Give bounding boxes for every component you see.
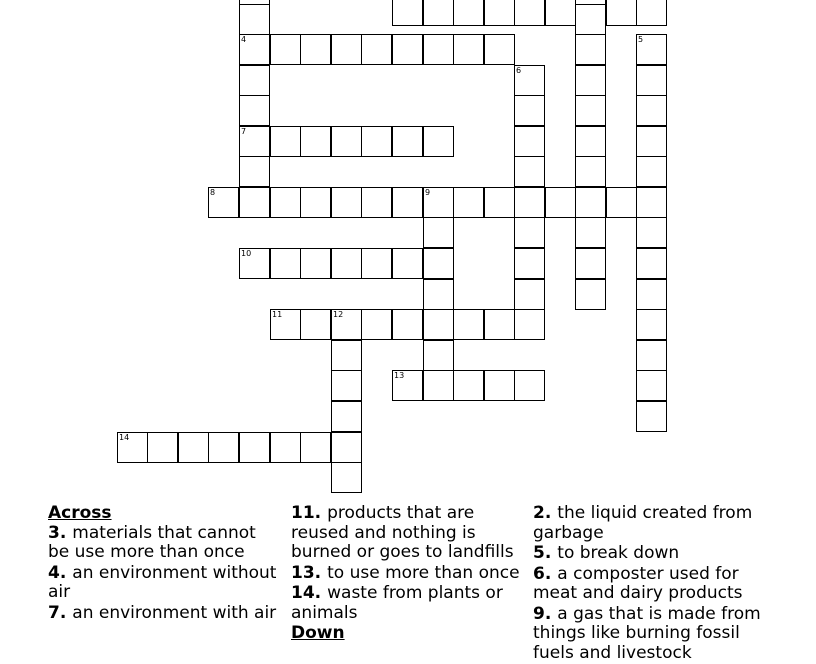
crossword-cell[interactable] — [423, 279, 454, 310]
crossword-cell[interactable] — [270, 432, 301, 463]
clue-number: 4 — [241, 35, 247, 44]
clue-across-4: 4. an environment without air — [48, 562, 277, 602]
crossword-cell[interactable] — [575, 65, 606, 96]
crossword-cell[interactable] — [300, 432, 331, 463]
crossword-cell[interactable] — [331, 370, 362, 401]
crossword-cell[interactable] — [392, 126, 423, 157]
crossword-cell[interactable] — [514, 370, 545, 401]
crossword-cell[interactable] — [331, 126, 362, 157]
clue-down-9: 9. a gas that is made from things like burning fossil fuels and livestock — [533, 603, 761, 663]
crossword-cell[interactable] — [392, 34, 423, 65]
crossword-cell[interactable] — [423, 0, 454, 26]
crossword-cell[interactable] — [514, 95, 545, 126]
crossword-cell[interactable] — [300, 248, 331, 279]
crossword-cell[interactable] — [575, 95, 606, 126]
clue-number: 6 — [516, 66, 522, 75]
crossword-cell[interactable] — [453, 34, 484, 65]
clue-down-5: 5. to break down — [533, 543, 680, 563]
crossword-cell[interactable] — [331, 462, 362, 493]
crossword-cell[interactable] — [392, 0, 423, 26]
clue-number: 9 — [425, 188, 431, 197]
down-clues-column — [533, 504, 763, 664]
crossword-cell[interactable] — [514, 126, 545, 157]
crossword-cell[interactable] — [423, 34, 454, 65]
crossword-cell[interactable] — [239, 65, 270, 96]
crossword-cell[interactable] — [239, 4, 270, 35]
clue-number: 7 — [241, 127, 247, 136]
crossword-cell[interactable] — [361, 248, 392, 279]
crossword-cell[interactable] — [300, 126, 331, 157]
crossword-cell[interactable] — [239, 432, 270, 463]
clue-number: 10 — [241, 249, 252, 258]
crossword-cell[interactable] — [484, 34, 515, 65]
clue-number: 12 — [333, 310, 344, 319]
crossword-cell[interactable] — [392, 309, 423, 340]
crossword-cell[interactable] — [636, 340, 667, 371]
crossword-cell[interactable] — [270, 34, 301, 65]
crossword-cell[interactable] — [514, 248, 545, 279]
crossword-cell[interactable] — [392, 187, 423, 218]
crossword-cell[interactable] — [575, 248, 606, 279]
crossword-cell[interactable] — [514, 217, 545, 248]
crossword-cell[interactable] — [484, 187, 515, 218]
crossword-cell[interactable] — [636, 126, 667, 157]
crossword-cell[interactable] — [636, 309, 667, 340]
clue-number: 14 — [119, 433, 130, 442]
clue-number: 13 — [394, 371, 405, 380]
crossword-cell[interactable] — [331, 340, 362, 371]
crossword-cell[interactable] — [453, 187, 484, 218]
crossword-cell[interactable] — [453, 0, 484, 26]
crossword-cell[interactable] — [361, 187, 392, 218]
clue-across-11: 11. products that are reused and nothing is burned or goes to landfills — [291, 503, 514, 562]
crossword-cell[interactable] — [331, 187, 362, 218]
crossword-cell[interactable] — [178, 432, 209, 463]
across-clues-column-2 — [291, 504, 531, 644]
crossword-cell[interactable] — [575, 187, 606, 218]
crossword-cell[interactable] — [606, 0, 637, 26]
crossword-cell[interactable] — [575, 156, 606, 187]
crossword-cell[interactable] — [300, 309, 331, 340]
crossword-cell[interactable] — [484, 0, 515, 26]
crossword-cell[interactable] — [575, 126, 606, 157]
clue-number: 8 — [210, 188, 216, 197]
clue-across-3: 3. materials that cannot be use more than once — [48, 522, 256, 562]
crossword-cell[interactable] — [636, 401, 667, 432]
crossword-cell[interactable] — [361, 126, 392, 157]
crossword-cell[interactable] — [423, 340, 454, 371]
crossword-cell[interactable] — [636, 95, 667, 126]
crossword-cell[interactable] — [514, 156, 545, 187]
crossword-cell[interactable] — [331, 248, 362, 279]
crossword-cell[interactable] — [575, 34, 606, 65]
crossword-cell[interactable] — [361, 34, 392, 65]
crossword-cell[interactable] — [331, 34, 362, 65]
clue-across-14: 14. waste from plants or animals — [291, 583, 503, 623]
crossword-cell[interactable] — [636, 187, 667, 218]
crossword-cell[interactable] — [636, 156, 667, 187]
crossword-cell[interactable] — [636, 248, 667, 279]
crossword-cell[interactable] — [423, 370, 454, 401]
crossword-cell[interactable] — [208, 432, 239, 463]
crossword-cell[interactable] — [361, 309, 392, 340]
crossword-cell[interactable] — [270, 187, 301, 218]
crossword-cell[interactable] — [514, 187, 545, 218]
clue-number: 11 — [272, 310, 283, 319]
crossword-cell[interactable] — [484, 309, 515, 340]
clue-across-7: 7. an environment with air — [48, 602, 277, 623]
crossword-cell[interactable] — [606, 187, 637, 218]
crossword-cell[interactable] — [545, 0, 576, 26]
crossword-cell[interactable] — [331, 432, 362, 463]
crossword-cell[interactable] — [270, 248, 301, 279]
crossword-cell[interactable] — [239, 187, 270, 218]
crossword-cell[interactable] — [300, 187, 331, 218]
crossword-cell[interactable] — [484, 370, 515, 401]
crossword-cell[interactable] — [514, 309, 545, 340]
crossword-cell[interactable] — [423, 309, 454, 340]
crossword-cell[interactable] — [575, 279, 606, 310]
crossword-cell[interactable] — [392, 248, 423, 279]
crossword-cell[interactable] — [514, 0, 545, 26]
crossword-cell[interactable] — [423, 248, 454, 279]
crossword-cell[interactable] — [300, 34, 331, 65]
crossword-cell[interactable] — [636, 217, 667, 248]
clue-down-6: 6. a composter used for meat and dairy products — [533, 563, 743, 603]
clue-number: 5 — [638, 35, 644, 44]
crossword-cell[interactable] — [453, 309, 484, 340]
crossword-cell[interactable] — [147, 432, 178, 463]
crossword-cell[interactable] — [575, 4, 606, 35]
crossword-cell[interactable] — [239, 156, 270, 187]
crossword-cell[interactable] — [453, 370, 484, 401]
crossword-cell[interactable] — [514, 279, 545, 310]
crossword-cell[interactable] — [545, 187, 576, 218]
crossword-cell[interactable] — [636, 279, 667, 310]
down-header: Down — [291, 623, 345, 643]
crossword-cell[interactable] — [423, 126, 454, 157]
across-header: Across — [48, 503, 112, 523]
clue-across-13: 13. to use more than once — [291, 562, 520, 583]
crossword-cell[interactable] — [423, 217, 454, 248]
crossword-cell[interactable] — [331, 401, 362, 432]
across-clues-column-1 — [48, 504, 278, 624]
crossword-cell[interactable] — [636, 0, 667, 26]
crossword-cell[interactable] — [575, 217, 606, 248]
crossword-cell[interactable] — [239, 95, 270, 126]
crossword-cell[interactable] — [270, 126, 301, 157]
crossword-cell[interactable] — [636, 65, 667, 96]
crossword-cell[interactable] — [636, 370, 667, 401]
clue-down-2: 2. the liquid created from garbage — [533, 503, 753, 543]
